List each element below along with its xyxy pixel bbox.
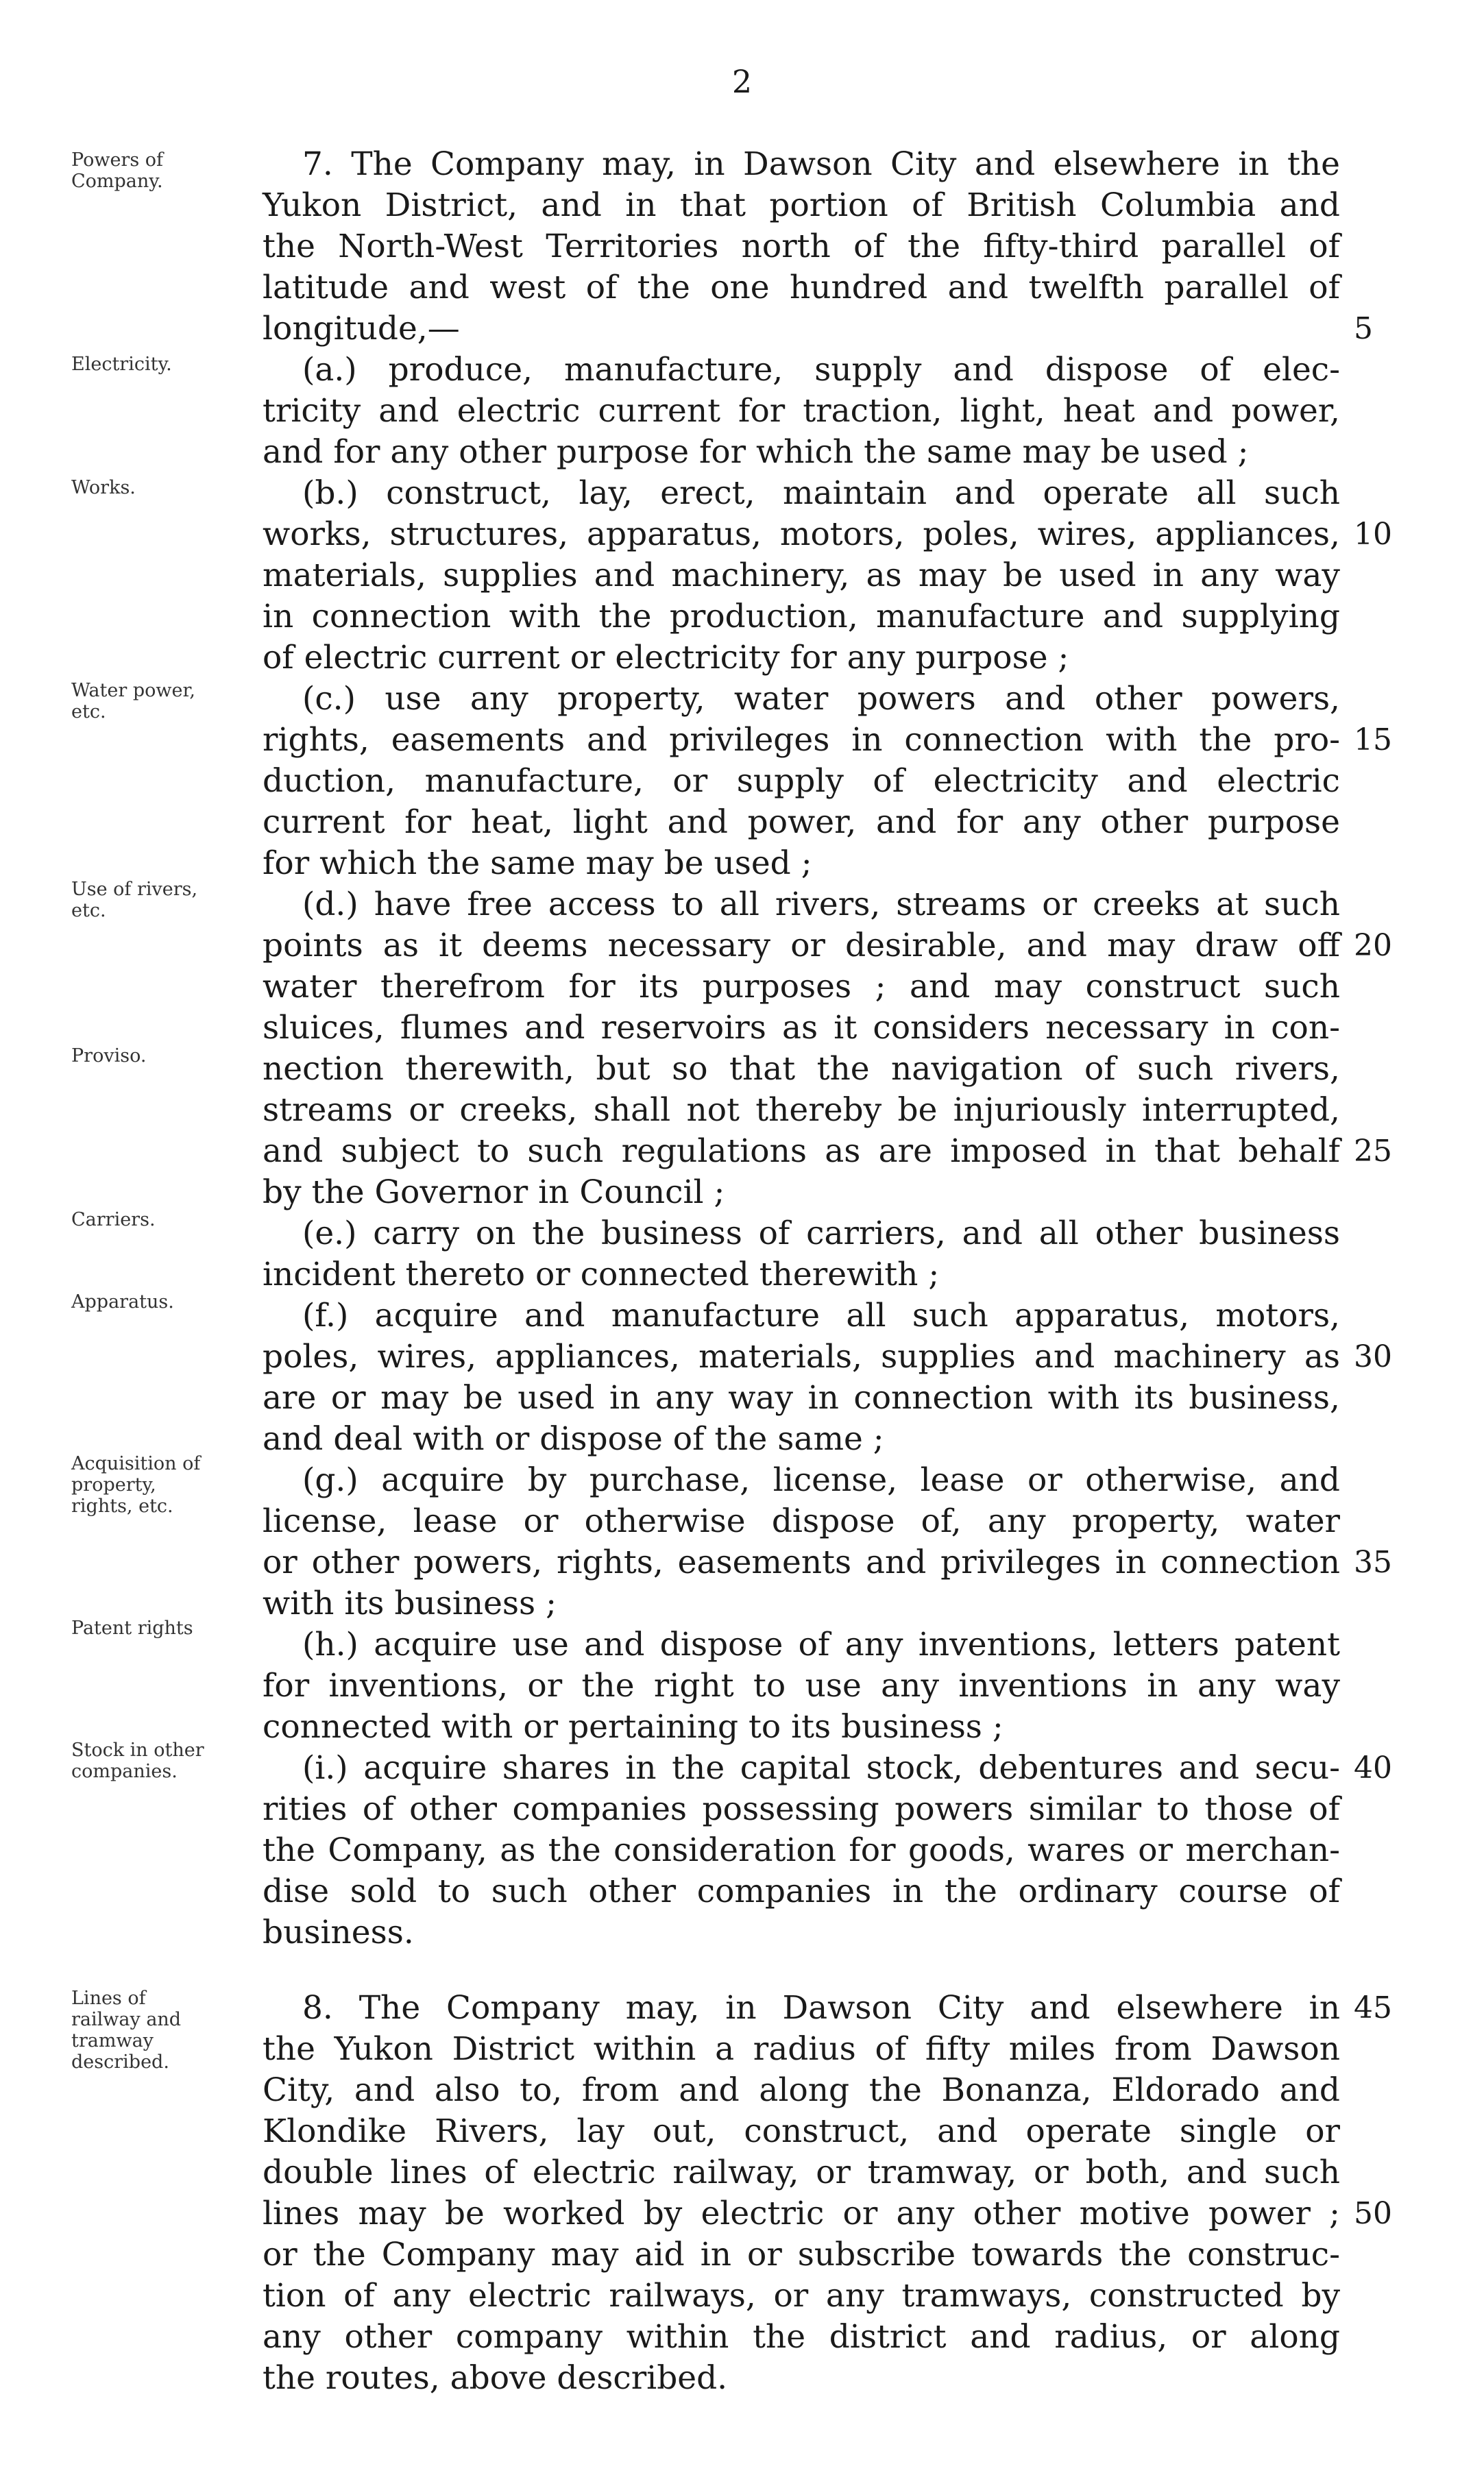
text-line: tion of any electric railways, or any tramways, constructed by xyxy=(263,2277,1340,2315)
margin-note-works: Works. xyxy=(71,477,136,498)
text-line: longitude,— xyxy=(263,310,460,348)
text-line: rities of other companies possessing powers similar to those of xyxy=(263,1790,1340,1828)
text-line: (i.) acquire shares in the capital stock, debentures and secu- xyxy=(302,1749,1340,1787)
text-line: latitude and west of the one hundred and twelfth parallel of xyxy=(263,269,1340,306)
margin-note-acquisition: Acquisition of property, rights, etc. xyxy=(71,1453,201,1517)
margin-note-electricity: Electricity. xyxy=(71,354,172,375)
text-line: dise sold to such other companies in the ordinary course of xyxy=(263,1873,1340,1910)
text-line: (d.) have free access to all rivers, streams or creeks at such xyxy=(302,886,1340,923)
text-line: 8. The Company may, in Dawson City and elsewhere in xyxy=(302,1989,1340,2027)
text-line: duction, manufacture, or supply of electricity and electric xyxy=(263,762,1340,800)
text-line: the North-West Territories north of the fifty-third parallel of xyxy=(263,228,1340,265)
line-number: 15 xyxy=(1354,722,1392,757)
text-line: nection therewith, but so that the navigation of such rivers, xyxy=(263,1050,1340,1088)
line-number: 50 xyxy=(1354,2196,1392,2231)
line-number: 25 xyxy=(1354,1134,1392,1169)
text-line: (b.) construct, lay, erect, maintain and operate all such xyxy=(302,474,1340,512)
text-line: or other powers, rights, easements and privileges in connection xyxy=(263,1544,1340,1581)
text-line: with its business ; xyxy=(263,1585,557,1622)
margin-note-patent-rights: Patent rights xyxy=(71,1618,193,1639)
text-line: Klondike Rivers, lay out, construct, and operate single or xyxy=(263,2112,1340,2150)
margin-note-powers: Powers of Company. xyxy=(71,149,164,192)
text-line: water therefrom for its purposes ; and may construct such xyxy=(263,968,1340,1006)
text-line: rights, easements and privileges in connection with the pro- xyxy=(263,721,1340,759)
line-number: 20 xyxy=(1354,928,1392,963)
text-line: and subject to such regulations as are imposed in that behalf xyxy=(263,1132,1340,1170)
line-number: 40 xyxy=(1354,1751,1392,1786)
line-number: 5 xyxy=(1354,311,1373,346)
text-line: (f.) acquire and manufacture all such apparatus, motors, xyxy=(302,1297,1340,1335)
text-line: incident thereto or connected therewith ; xyxy=(263,1256,940,1293)
text-line: connected with or pertaining to its business ; xyxy=(263,1708,1003,1746)
text-line: (c.) use any property, water powers and other powers, xyxy=(302,680,1340,718)
margin-note-carriers: Carriers. xyxy=(71,1209,156,1230)
text-line: in connection with the production, manufacture and supplying xyxy=(263,598,1340,635)
text-line: or the Company may aid in or subscribe towards the construc- xyxy=(263,2236,1340,2274)
text-line: current for heat, light and power, and for any other purpose xyxy=(263,803,1340,841)
line-number: 10 xyxy=(1354,517,1392,552)
page-number: 2 xyxy=(731,63,753,100)
text-line: business. xyxy=(263,1914,414,1951)
text-line: points as it deems necessary or desirable, and may draw off xyxy=(263,927,1340,964)
text-line: are or may be used in any way in connection with its business, xyxy=(263,1379,1340,1417)
text-line: 7. The Company may, in Dawson City and elsewhere in the xyxy=(302,145,1340,183)
text-line: lines may be worked by electric or any other motive power ; xyxy=(263,2195,1340,2232)
line-number: 30 xyxy=(1354,1339,1392,1374)
text-line: double lines of electric railway, or tramway, or both, and such xyxy=(263,2154,1340,2191)
text-line: license, lease or otherwise dispose of, any property, water xyxy=(263,1502,1340,1540)
text-line: (g.) acquire by purchase, license, lease or otherwise, and xyxy=(302,1461,1340,1499)
text-line: (a.) produce, manufacture, supply and dispose of elec- xyxy=(302,351,1340,389)
margin-note-railway-lines: Lines of railway and tramway described. xyxy=(71,1988,182,2073)
text-line: City, and also to, from and along the Bonanza, Eldorado and xyxy=(263,2071,1340,2109)
text-line: sluices, flumes and reservoirs as it considers necessary in con- xyxy=(263,1009,1340,1047)
text-line: materials, supplies and machinery, as may be used in any way xyxy=(263,557,1340,594)
text-line: of electric current or electricity for any purpose ; xyxy=(263,639,1069,677)
text-line: for which the same may be used ; xyxy=(263,844,812,882)
line-number: 45 xyxy=(1354,1990,1392,2025)
text-line: the Company, as the consideration for goods, wares or merchan- xyxy=(263,1831,1340,1869)
text-line: streams or creeks, shall not thereby be injuriously interrupted, xyxy=(263,1091,1340,1129)
text-line: the routes, above described. xyxy=(263,2359,728,2397)
text-line: any other company within the district and radius, or along xyxy=(263,2318,1340,2356)
text-line: and deal with or dispose of the same ; xyxy=(263,1420,884,1458)
margin-note-proviso: Proviso. xyxy=(71,1045,147,1067)
text-line: by the Governor in Council ; xyxy=(263,1173,725,1211)
text-line: the Yukon District within a radius of fifty miles from Dawson xyxy=(263,2030,1340,2068)
text-line: Yukon District, and in that portion of British Columbia and xyxy=(263,186,1340,224)
text-line: and for any other purpose for which the same may be used ; xyxy=(263,433,1249,471)
line-number: 35 xyxy=(1354,1545,1392,1580)
margin-note-apparatus: Apparatus. xyxy=(71,1291,174,1313)
text-line: works, structures, apparatus, motors, poles, wires, appliances, xyxy=(263,515,1340,553)
text-line: poles, wires, appliances, materials, supplies and machinery as xyxy=(263,1338,1340,1376)
text-line: (e.) carry on the business of carriers, and all other business xyxy=(302,1215,1340,1252)
margin-note-water-power: Water power, etc. xyxy=(71,680,195,722)
margin-note-use-of-rivers: Use of rivers, etc. xyxy=(71,879,198,921)
text-line: tricity and electric current for traction, light, heat and power, xyxy=(263,392,1340,430)
margin-note-stock: Stock in other companies. xyxy=(71,1740,204,1782)
text-line: for inventions, or the right to use any inventions in any way xyxy=(263,1667,1340,1705)
text-line: (h.) acquire use and dispose of any inventions, letters patent xyxy=(302,1626,1340,1664)
